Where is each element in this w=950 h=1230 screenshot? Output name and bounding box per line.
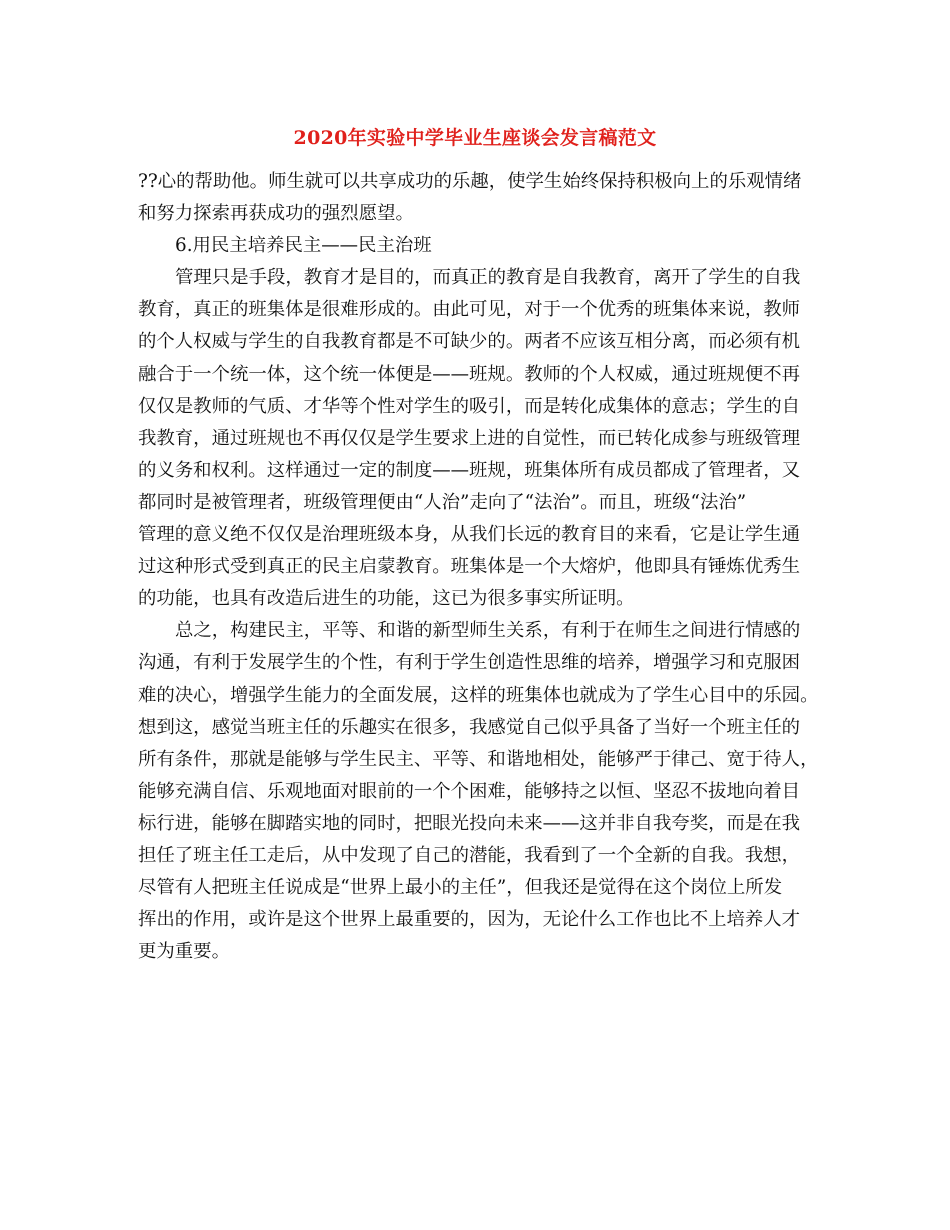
text-line: 融合于一个统一体，这个统一体便是——班规。教师的个人权威，通过班规便不再	[138, 363, 801, 385]
document-title: 2020年实验中学毕业生座谈会发言稿范文	[293, 127, 657, 149]
text-line: 沟通，有利于发展学生的个性，有利于学生创造性思维的培养，增强学习和克服困	[138, 652, 801, 674]
text-line: ??心的帮助他。师生就可以共享成功的乐趣，使学生始终保持积极向上的乐观情绪	[138, 171, 802, 192]
paragraph	[138, 166, 828, 230]
document-body	[138, 166, 828, 968]
paragraph	[138, 262, 828, 615]
text-line: 6.用民主培养民主——民主治班	[175, 235, 432, 257]
text-line: 标行进，能够在脚踏实地的同时，把眼光投向未来——这并非自我夸奖，而是在我	[138, 812, 801, 834]
text-line: 所有条件，那就是能够与学生民主、平等、和谐地相处，能够严于律己、宽于待人，	[138, 748, 819, 770]
text-line: 我教育，通过班规也不再仅仅是学生要求上进的自觉性，而已转化成参与班级管理	[138, 427, 801, 449]
text-line: 教育，真正的班集体是很难形成的。由此可见，对于一个优秀的班集体来说，教师	[138, 299, 801, 321]
text-line: 的义务和权利。这样通过一定的制度——班规，班集体所有成员都成了管理者，又	[138, 459, 801, 481]
text-line: 管理只是手段，教育才是目的，而真正的教育是自我教育，离开了学生的自我	[175, 267, 801, 289]
text-line: 挥出的作用，或许是这个世界上最重要的，因为，无论什么工作也比不上培养人才	[138, 909, 801, 931]
text-line: 总之，构建民主，平等、和谐的新型师生关系，有利于在师生之间进行情感的	[175, 620, 801, 642]
text-line: 都同时是被管理者，班级管理便由“人治”走向了“法治”。而且，班级“法治”	[138, 491, 747, 513]
text-line: 难的决心，增强学生能力的全面发展，这样的班集体也就成为了学生心目中的乐园。	[138, 684, 819, 706]
text-line: 想到这，感觉当班主任的乐趣实在很多，我感觉自己似乎具备了当好一个班主任的	[138, 716, 801, 738]
text-line: 管理的意义绝不仅仅是治理班级本身，从我们长远的教育目的来看，它是让学生通	[138, 524, 801, 546]
text-line: 的个人权威与学生的自我教育都是不可缺少的。两者不应该互相分离，而必须有机	[138, 331, 801, 353]
paragraph	[138, 230, 828, 262]
text-line: 尽管有人把班主任说成是“世界上最小的主任”，但我还是觉得在这个岗位上所发	[138, 877, 783, 899]
text-line: 和努力探索再获成功的强烈愿望。	[138, 203, 414, 225]
text-line: 的功能，也具有改造后进生的功能，这已为很多事实所证明。	[138, 588, 635, 610]
text-line: 仅仅是教师的气质、才华等个性对学生的吸引，而是转化成集体的意志；学生的自	[138, 395, 801, 417]
text-line: 更为重要。	[138, 941, 230, 963]
text-line: 过这种形式受到真正的民主启蒙教育。班集体是一个大熔炉，他即具有锤炼优秀生	[138, 556, 801, 578]
text-line: 担任了班主任工走后，从中发现了自己的潜能，我看到了一个全新的自我。我想，	[138, 844, 801, 866]
paragraph	[138, 615, 828, 968]
text-line: 能够充满自信、乐观地面对眼前的一个个困难，能够持之以恒、坚忍不拔地向着目	[138, 780, 801, 802]
